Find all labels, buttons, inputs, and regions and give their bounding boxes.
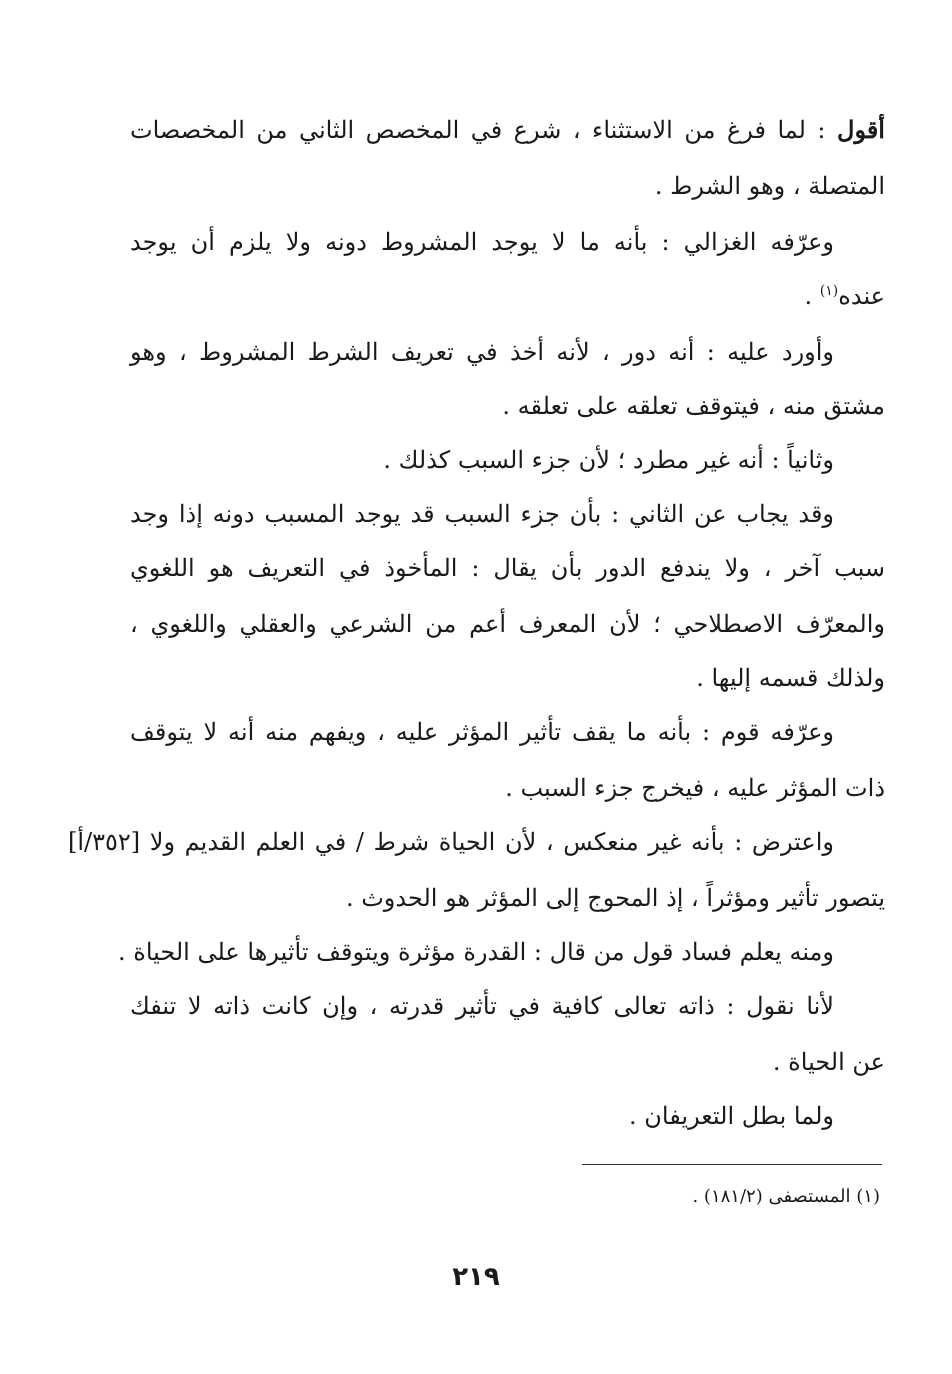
body-line: مشتق منه ، فيتوقف تعلقه على تعلقه .	[502, 392, 885, 420]
body-line	[130, 115, 885, 148]
text-span: : لما فرغ من الاستثناء ، شرع في المخصص الثاني من المخصصات	[130, 116, 826, 144]
body-line: واعترض : بأنه غير منعكس ، لأن الحياة شرط / في العلم القديم ولا [٣٥٢/أ]	[68, 828, 834, 856]
body-line: ولما بطل التعريفان .	[629, 1102, 834, 1130]
body-line: عن الحياة .	[772, 1048, 885, 1076]
body-line: وثانياً : أنه غير مطرد ؛ لأن جزء السبب كذلك .	[383, 446, 834, 474]
lead-word: أقول	[837, 115, 885, 144]
footnote-marker: (١)	[819, 283, 839, 299]
body-line: المتصلة ، وهو الشرط .	[654, 172, 885, 200]
page-number: ٢١٩	[452, 1262, 500, 1292]
body-line: وعرّفه قوم : بأنه ما يقف تأثير المؤثر عليه ، ويفهم منه أنه لا يتوقف	[130, 718, 834, 746]
body-line: وأورد عليه : أنه دور ، لأنه أخذ في تعريف الشرط المشروط ، وهو	[130, 338, 835, 366]
body-line: يتصور تأثير ومؤثراً ، إذ المحوج إلى المؤثر هو الحدوث .	[345, 884, 885, 912]
footnote-separator	[582, 1164, 882, 1165]
body-line: ذات المؤثر عليه ، فيخرج جزء السبب .	[505, 774, 885, 802]
body-line: ومنه يعلم فساد قول من قال : القدرة مؤثرة ويتوقف تأثيرها على الحياة .	[117, 938, 834, 966]
text-span: عنده	[838, 282, 885, 310]
body-line: وعرّفه الغزالي : بأنه ما لا يوجد المشروط دونه ولا يلزم أن يوجد	[130, 228, 834, 256]
body-line: سبب آخر ، ولا يندفع الدور بأن يقال : المأخوذ في التعريف هو اللغوي	[130, 554, 885, 582]
body-line: لأنا نقول : ذاته تعالى كافية في تأثير قدرته ، وإن كانت ذاته لا تنفك	[130, 992, 834, 1020]
body-line: وقد يجاب عن الثاني : بأن جزء السبب قد يوجد المسبب دونه إذا وجد	[130, 500, 834, 528]
body-line	[805, 284, 885, 314]
footnote: (١) المستصفى (١٨١/٢) .	[692, 1186, 880, 1207]
body-line: والمعرّف الاصطلاحي ؛ لأن المعرف أعم من الشرعي والعقلي واللغوي ،	[130, 610, 885, 638]
text-span: .	[804, 282, 820, 310]
body-line: ولذلك قسمه إليها .	[696, 664, 885, 692]
